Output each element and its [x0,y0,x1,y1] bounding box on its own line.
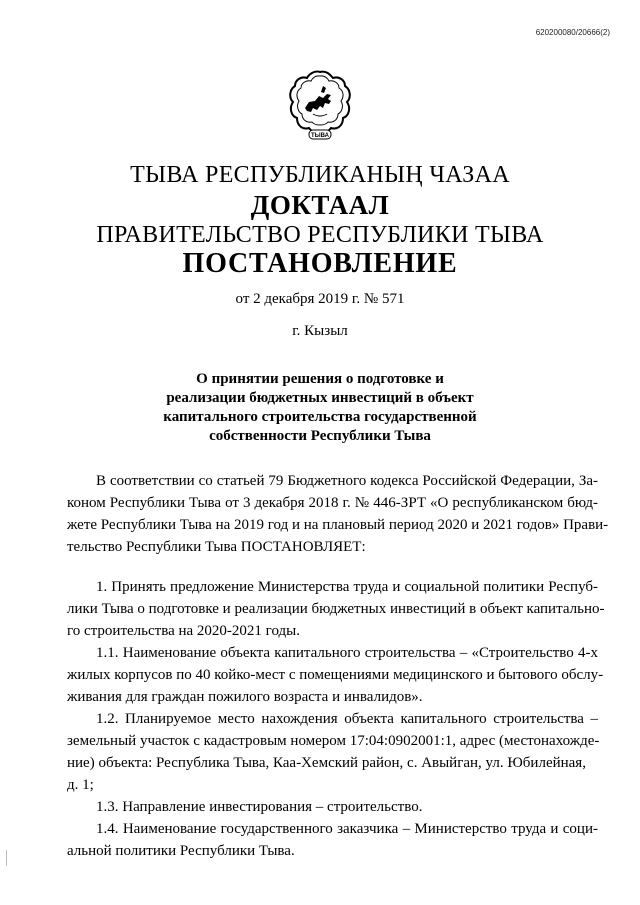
document-title [0,370,640,446]
clause-1-1-line: живания для граждан пожилого возраста и инвалидов». [67,689,423,705]
preamble-line: коном Республики Тыва от 3 декабря 2018 г. № 446-ЗРТ «О республиканском бюд- [67,495,598,511]
clause-1-2-line: 1.2. Планируемое место нахождения объекта капитального строительства – [96,711,598,727]
emblem-label: ТЫВА [311,133,329,139]
document-date: от 2 декабря 2019 г. № 571 [235,291,405,307]
preamble-line: тельство Республики Тыва ПОСТАНОВЛЯЕТ: [67,539,366,555]
preamble-line: жете Республики Тыва на 2019 год и на плановый период 2020 и 2021 годов» Прави- [67,517,609,533]
scan-margin-mark [6,850,7,866]
clause-1-line: лики Тыва о подготовке и реализации бюджетных инвестиций в объект капитально- [67,601,605,617]
clause-1-4-line: альной политики Республики Тыва. [67,843,295,859]
clause-1-4-line: 1.4. Наименование государственного заказчика – Министерство труда и соци- [96,821,598,837]
header-tuvan-decree: ДОКТААЛ [250,190,390,220]
clause-1-2-line: ние) объекта: Республика Тыва, Каа-Хемский район, с. Авыйган, ул. Юбилейная, [67,755,586,771]
tuva-coat-of-arms-icon [287,68,353,148]
title-line: капитального строительства государственной [163,409,477,425]
title-line: О принятии решения о подготовке и [196,371,444,387]
document-number: 620200080/20666(2) [535,28,610,37]
clause-1-3-line: 1.3. Направление инвестирования – строительство. [96,799,423,815]
clause-1-2-line: д. 1; [67,777,94,793]
title-line: реализации бюджетных инвестиций в объект [166,390,474,406]
preamble-line: В соответствии со статьей 79 Бюджетного кодекса Российской Федерации, За- [96,473,598,489]
clause-1-2-line: земельный участок с кадастровым номером 17:04:0902001:1, адрес (местонахожде- [67,733,600,749]
header-russian-government: ПРАВИТЕЛЬСТВО РЕСПУБЛИКИ ТЫВА [96,222,544,248]
title-line: собственности Республики Тыва [209,428,431,444]
clause-1-1-line: 1.1. Наименование объекта капитального строительства – «Строительство 4-х [96,645,598,661]
clause-1-line: 1. Принять предложение Министерства труда и социальной политики Респуб- [96,579,598,595]
header-tuvan-government: ТЫВА РЕСПУБЛИКАНЫҢ ЧАЗАА [130,162,510,188]
clause-1-line: го строительства на 2020-2021 годы. [67,623,300,639]
document-city: г. Кызыл [292,323,348,339]
header-russian-decree: ПОСТАНОВЛЕНИЕ [182,248,458,279]
clause-1-1-line: жилых корпусов по 40 койко-мест с помещениями медицинского и бытового обслу- [67,667,604,683]
